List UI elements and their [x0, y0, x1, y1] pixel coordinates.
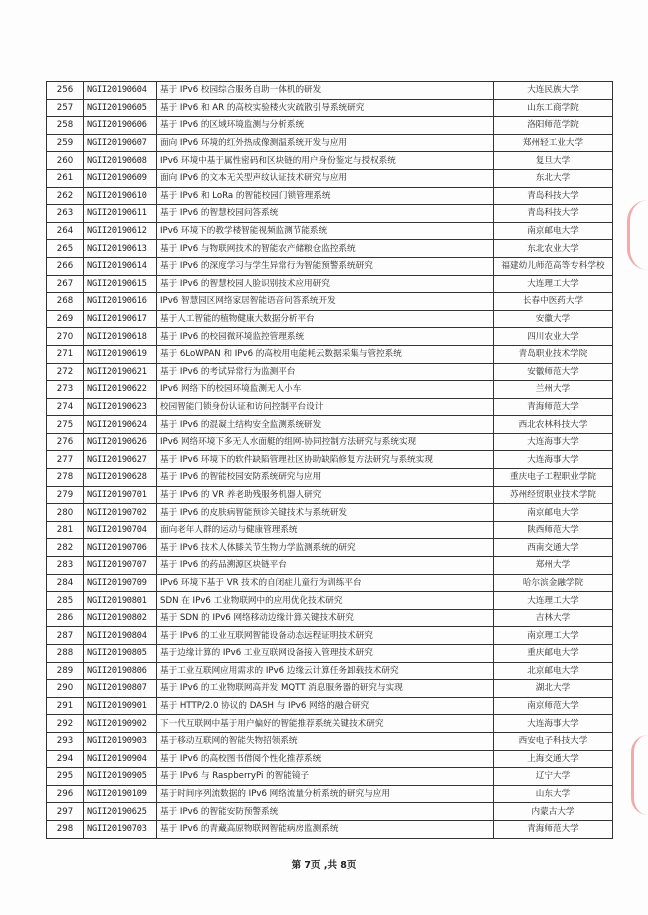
institution-name: 郑州大学 — [494, 557, 613, 575]
row-number: 289 — [47, 662, 84, 680]
project-title: 基于 IPv6 的青藏高原物联网智能病房监测系统 — [157, 820, 494, 838]
institution-name: 长春中医药大学 — [494, 293, 613, 311]
table-row — [47, 803, 613, 821]
project-code: NGII20190613 — [84, 240, 157, 258]
project-code: NGII20190805 — [84, 645, 157, 663]
row-number: 286 — [47, 609, 84, 627]
project-title: 基于 IPv6 环境下的软件缺陷管理社区协助缺陷修复方法研究与系统实现 — [157, 451, 494, 469]
project-title: 基于 IPv6 的皮肤病智能预诊关键技术与系统研发 — [157, 504, 494, 522]
project-title: 基于 IPv6 与 RaspberryPi 的智能镜子 — [157, 768, 494, 786]
project-title: 基于 IPv6 和 LoRa 的智能校园门锁管理系统 — [157, 187, 494, 205]
table-row — [47, 750, 613, 768]
row-number: 259 — [47, 134, 84, 152]
institution-name: 内蒙古大学 — [494, 803, 613, 821]
row-number: 270 — [47, 328, 84, 346]
row-number: 283 — [47, 557, 84, 575]
row-number: 257 — [47, 99, 84, 117]
project-code: NGII20190617 — [84, 310, 157, 328]
row-number: 293 — [47, 732, 84, 750]
institution-name: 青岛科技大学 — [494, 187, 613, 205]
project-code: NGII20190611 — [84, 205, 157, 223]
row-number: 267 — [47, 275, 84, 293]
seal-stamp-top — [627, 200, 648, 270]
institution-name: 东北大学 — [494, 169, 613, 187]
institution-name: 大连理工大学 — [494, 275, 613, 293]
project-code: NGII20190606 — [84, 117, 157, 135]
institution-name: 苏州经贸职业技术学院 — [494, 486, 613, 504]
project-title: 面向老年人群的运动与健康管理系统 — [157, 521, 494, 539]
project-title: SDN 在 IPv6 工业物联网中的应用优化技术研究 — [157, 592, 494, 610]
project-code: NGII20190626 — [84, 433, 157, 451]
institution-name: 大连海事大学 — [494, 451, 613, 469]
institution-name: 复旦大学 — [494, 152, 613, 170]
table-row — [47, 134, 613, 152]
row-number: 272 — [47, 363, 84, 381]
project-code: NGII20190619 — [84, 345, 157, 363]
row-number: 258 — [47, 117, 84, 135]
table-row — [47, 310, 613, 328]
row-number: 262 — [47, 187, 84, 205]
table-row — [47, 785, 613, 803]
project-code: NGII20190627 — [84, 451, 157, 469]
project-code: NGII20190704 — [84, 521, 157, 539]
institution-name: 湖北大学 — [494, 680, 613, 698]
project-code: NGII20190605 — [84, 99, 157, 117]
institution-name: 青岛科技大学 — [494, 205, 613, 223]
table-row — [47, 222, 613, 240]
institution-name: 北京邮电大学 — [494, 662, 613, 680]
project-table — [46, 81, 613, 839]
institution-name: 青岛职业技术学院 — [494, 345, 613, 363]
row-number: 266 — [47, 257, 84, 275]
table-row — [47, 768, 613, 786]
project-code: NGII20190624 — [84, 416, 157, 434]
table-row — [47, 381, 613, 399]
project-title: 基于 IPv6 的智能安防预警系统 — [157, 803, 494, 821]
project-code: NGII20190709 — [84, 574, 157, 592]
institution-name: 山东大学 — [494, 785, 613, 803]
institution-name: 哈尔滨金融学院 — [494, 574, 613, 592]
table-row — [47, 363, 613, 381]
project-code: NGII20190609 — [84, 169, 157, 187]
row-number: 298 — [47, 820, 84, 838]
institution-name: 西安电子科技大学 — [494, 732, 613, 750]
institution-name: 福建幼儿师范高等专科学校 — [494, 257, 613, 275]
project-title: IPv6 网络下的校园环境监测无人小车 — [157, 381, 494, 399]
project-code: NGII20190615 — [84, 275, 157, 293]
institution-name: 西南交通大学 — [494, 539, 613, 557]
project-code: NGII20190109 — [84, 785, 157, 803]
table-row — [47, 539, 613, 557]
project-title: 基于 IPv6 的区域环境监测与分析系统 — [157, 117, 494, 135]
table-row — [47, 504, 613, 522]
table-row — [47, 645, 613, 663]
project-title: 基于时间序列流数据的 IPv6 网络流量分析系统的研究与应用 — [157, 785, 494, 803]
project-code: NGII20190612 — [84, 222, 157, 240]
project-code: NGII20190707 — [84, 557, 157, 575]
table-row — [47, 697, 613, 715]
institution-name: 安徽大学 — [494, 310, 613, 328]
institution-name: 重庆电子工程职业学院 — [494, 469, 613, 487]
project-code: NGII20190618 — [84, 328, 157, 346]
row-number: 294 — [47, 750, 84, 768]
project-code: NGII20190702 — [84, 504, 157, 522]
table-row — [47, 592, 613, 610]
row-number: 279 — [47, 486, 84, 504]
institution-name: 南京邮电大学 — [494, 504, 613, 522]
project-code: NGII20190625 — [84, 803, 157, 821]
row-number: 277 — [47, 451, 84, 469]
table-row — [47, 557, 613, 575]
project-code: NGII20190610 — [84, 187, 157, 205]
row-number: 273 — [47, 381, 84, 399]
row-number: 256 — [47, 82, 84, 100]
project-title: 基于 IPv6 的工业互联网智能设备动态远程证明技术研究 — [157, 627, 494, 645]
table-row — [47, 486, 613, 504]
institution-name: 四川农业大学 — [494, 328, 613, 346]
project-code: NGII20190905 — [84, 768, 157, 786]
row-number: 295 — [47, 768, 84, 786]
seal-stamp-bottom — [631, 735, 648, 815]
project-title: 基于 IPv6 的考试异常行为监测平台 — [157, 363, 494, 381]
page-number-footer: 第 7页 ,共 8页 — [291, 860, 357, 871]
project-title: 面向 IPv6 环境的红外热成像测温系统开发与应用 — [157, 134, 494, 152]
row-number: 265 — [47, 240, 84, 258]
project-title: 基于 IPv6 的混凝土结构安全监测系统研发 — [157, 416, 494, 434]
project-code: NGII20190701 — [84, 486, 157, 504]
institution-name: 大连理工大学 — [494, 592, 613, 610]
project-title: 基于 IPv6 技术人体膝关节生物力学监测系统的研究 — [157, 539, 494, 557]
institution-name: 大连民族大学 — [494, 82, 613, 100]
table-row — [47, 521, 613, 539]
table-row — [47, 416, 613, 434]
project-title: 基于人工智能的植物健康大数据分析平台 — [157, 310, 494, 328]
project-title: 基于 IPv6 的药品溯源区块链平台 — [157, 557, 494, 575]
table-row — [47, 275, 613, 293]
table-row — [47, 169, 613, 187]
row-number: 276 — [47, 433, 84, 451]
row-number: 275 — [47, 416, 84, 434]
table-row — [47, 732, 613, 750]
project-code: NGII20190623 — [84, 398, 157, 416]
table-row — [47, 205, 613, 223]
project-title: 基于工业互联网应用需求的 IPv6 边缘云计算任务卸载技术研究 — [157, 662, 494, 680]
institution-name: 郑州轻工业大学 — [494, 134, 613, 152]
project-title: 基于 6LoWPAN 和 IPv6 的高校用电能耗云数据采集与管控系统 — [157, 345, 494, 363]
project-code: NGII20190801 — [84, 592, 157, 610]
row-number: 291 — [47, 697, 84, 715]
row-number: 278 — [47, 469, 84, 487]
table-row — [47, 257, 613, 275]
institution-name: 大连海事大学 — [494, 433, 613, 451]
table-row — [47, 609, 613, 627]
project-code: NGII20190608 — [84, 152, 157, 170]
project-title: 基于 HTTP/2.0 协议的 DASH 与 IPv6 网络的融合研究 — [157, 697, 494, 715]
project-title: 基于移动互联网的智能失物招领系统 — [157, 732, 494, 750]
institution-name: 洛阳师范学院 — [494, 117, 613, 135]
institution-name: 上海交通大学 — [494, 750, 613, 768]
project-title: 基于 IPv6 和 AR 的高校实验楼火灾疏散引导系统研究 — [157, 99, 494, 117]
project-code: NGII20190621 — [84, 363, 157, 381]
institution-name: 青海师范大学 — [494, 398, 613, 416]
project-code: NGII20190607 — [84, 134, 157, 152]
project-code: NGII20190806 — [84, 662, 157, 680]
table-row — [47, 293, 613, 311]
row-number: 296 — [47, 785, 84, 803]
project-title: 基于 IPv6 与物联网技术的智能农产储粮仓监控系统 — [157, 240, 494, 258]
project-code: NGII20190706 — [84, 539, 157, 557]
project-title: 基于 SDN 的 IPv6 网络移动边缘计算关键技术研究 — [157, 609, 494, 627]
project-code: NGII20190903 — [84, 732, 157, 750]
project-title: IPv6 环境下基于 VR 技术的自闭症儿童行为训练平台 — [157, 574, 494, 592]
project-code: NGII20190703 — [84, 820, 157, 838]
row-number: 274 — [47, 398, 84, 416]
row-number: 269 — [47, 310, 84, 328]
row-number: 297 — [47, 803, 84, 821]
row-number: 282 — [47, 539, 84, 557]
table-row — [47, 820, 613, 838]
project-title: IPv6 智慧园区网络家居智能语音问答系统开发 — [157, 293, 494, 311]
row-number: 288 — [47, 645, 84, 663]
project-title: 基于 IPv6 的工业物联网高并发 MQTT 消息服务器的研究与实现 — [157, 680, 494, 698]
project-code: NGII20190904 — [84, 750, 157, 768]
institution-name: 大连海事大学 — [494, 715, 613, 733]
table-row — [47, 152, 613, 170]
row-number: 292 — [47, 715, 84, 733]
project-code: NGII20190604 — [84, 82, 157, 100]
project-code: NGII20190901 — [84, 697, 157, 715]
project-title: 基于边缘计算的 IPv6 工业互联网设备接入管理技术研究 — [157, 645, 494, 663]
institution-name: 陕西师范大学 — [494, 521, 613, 539]
project-title: IPv6 环境中基于属性密码和区块链的用户身份鉴定与授权系统 — [157, 152, 494, 170]
table-row — [47, 398, 613, 416]
project-title: 基于 IPv6 的深度学习与学生异常行为智能预警系统研究 — [157, 257, 494, 275]
table-row — [47, 574, 613, 592]
project-title: 基于 IPv6 的智慧校园问答系统 — [157, 205, 494, 223]
institution-name: 兰州大学 — [494, 381, 613, 399]
table-row — [47, 240, 613, 258]
table-row — [47, 99, 613, 117]
table-row — [47, 662, 613, 680]
institution-name: 重庆邮电大学 — [494, 645, 613, 663]
row-number: 264 — [47, 222, 84, 240]
row-number: 280 — [47, 504, 84, 522]
project-title: IPv6 环境下的教学楼智能视频监测节能系统 — [157, 222, 494, 240]
table-row — [47, 451, 613, 469]
row-number: 285 — [47, 592, 84, 610]
institution-name: 辽宁大学 — [494, 768, 613, 786]
project-title: 下一代互联网中基于用户偏好的智能推荐系统关键技术研究 — [157, 715, 494, 733]
project-title: 基于 IPv6 的智慧校园人脸识别技术应用研究 — [157, 275, 494, 293]
project-title: 基于 IPv6 的高校图书借阅个性化推荐系统 — [157, 750, 494, 768]
row-number: 271 — [47, 345, 84, 363]
table-row — [47, 187, 613, 205]
table-row — [47, 627, 613, 645]
project-code: NGII20190807 — [84, 680, 157, 698]
project-code: NGII20190628 — [84, 469, 157, 487]
institution-name: 西北农林科技大学 — [494, 416, 613, 434]
institution-name: 南京理工大学 — [494, 627, 613, 645]
project-title: 基于 IPv6 校园综合服务自助一体机的研发 — [157, 82, 494, 100]
institution-name: 青海师范大学 — [494, 820, 613, 838]
row-number: 287 — [47, 627, 84, 645]
project-table-body — [47, 82, 613, 839]
table-row — [47, 469, 613, 487]
project-code: NGII20190622 — [84, 381, 157, 399]
project-code: NGII20190804 — [84, 627, 157, 645]
institution-name: 南京邮电大学 — [494, 222, 613, 240]
table-row — [47, 715, 613, 733]
project-title: 校园智能门锁身份认证和访问控制平台设计 — [157, 398, 494, 416]
table-row — [47, 82, 613, 100]
institution-name: 南京师范大学 — [494, 697, 613, 715]
project-title: 面向 IPv6 的文本无关型声纹认证技术研究与应用 — [157, 169, 494, 187]
row-number: 261 — [47, 169, 84, 187]
row-number: 260 — [47, 152, 84, 170]
table-row — [47, 433, 613, 451]
table-row — [47, 345, 613, 363]
project-code: NGII20190802 — [84, 609, 157, 627]
project-title: IPv6 网络环境下多无人水面艇的组网-协同控制方法研究与系统实现 — [157, 433, 494, 451]
institution-name: 东北农业大学 — [494, 240, 613, 258]
project-code: NGII20190902 — [84, 715, 157, 733]
institution-name: 吉林大学 — [494, 609, 613, 627]
row-number: 284 — [47, 574, 84, 592]
project-code: NGII20190616 — [84, 293, 157, 311]
row-number: 281 — [47, 521, 84, 539]
project-title: 基于 IPv6 的 VR 养老助残服务机器人研究 — [157, 486, 494, 504]
table-row — [47, 117, 613, 135]
project-title: 基于 IPv6 的智能校园安防系统研究与应用 — [157, 469, 494, 487]
project-code: NGII20190614 — [84, 257, 157, 275]
institution-name: 山东工商学院 — [494, 99, 613, 117]
row-number: 268 — [47, 293, 84, 311]
row-number: 290 — [47, 680, 84, 698]
table-row — [47, 680, 613, 698]
table-row — [47, 328, 613, 346]
row-number: 263 — [47, 205, 84, 223]
institution-name: 安徽师范大学 — [494, 363, 613, 381]
project-title: 基于 IPv6 的校园微环境监控管理系统 — [157, 328, 494, 346]
